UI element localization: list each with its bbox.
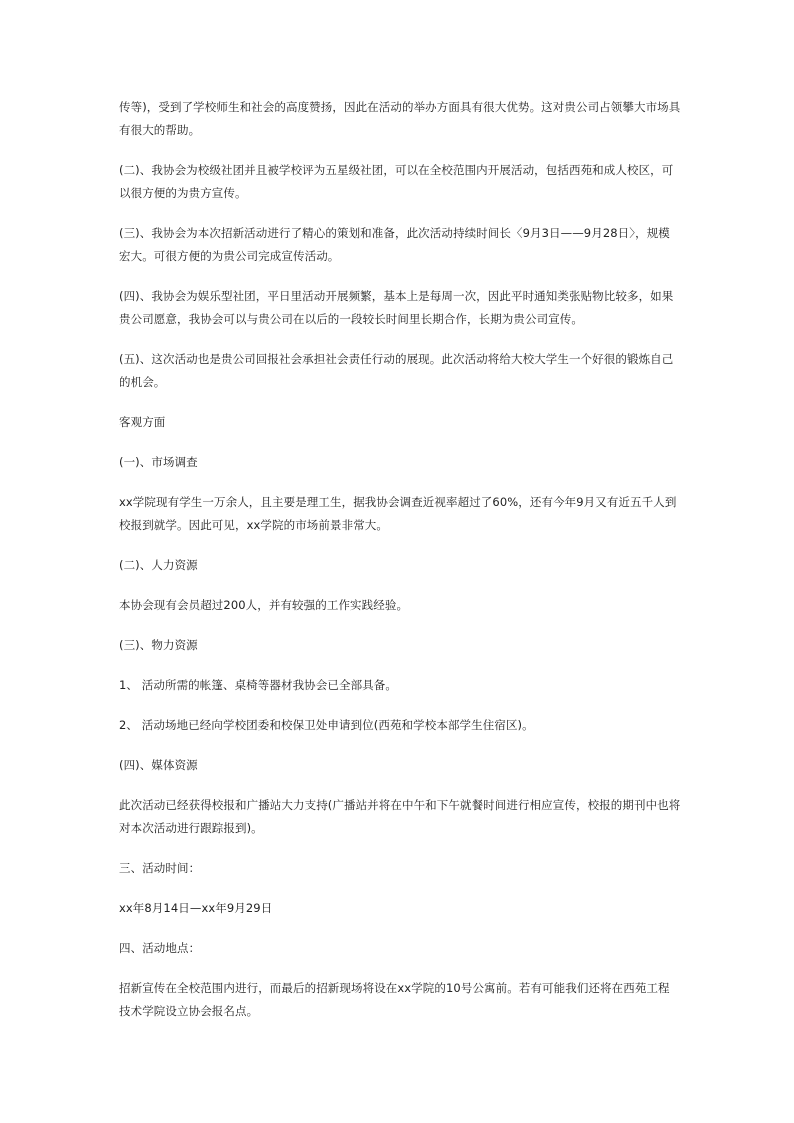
section-heading-objective: 客观方面 xyxy=(119,415,166,429)
paragraph-item-2: (二)、我协会为校级社团并且被学校评为五星级社团，可以在全校范围内开展活动，包括西苑和成人校区，可以很方便的为贵方宣传。 xyxy=(119,163,674,200)
subheading-human-resources: (二)、人力资源 xyxy=(119,558,198,572)
paragraph-human-resources: 本协会现有会员超过200人，并有较强的工作实践经验。 xyxy=(119,598,409,612)
document-body xyxy=(119,96,681,1040)
subheading-media-resources: (四)、媒体资源 xyxy=(119,758,198,772)
paragraph-media-resources: 此次活动已经获得校报和广播站大力支持(广播站并将在中午和下午就餐时间进行相应宣传，校报的期刊中也将对本次活动进行跟踪报到)。 xyxy=(119,798,681,835)
list-item-venue: 2、 活动场地已经向学校团委和校保卫处申请到位(西苑和学校本部学生住宿区)。 xyxy=(119,718,534,732)
list-item-equipment: 1、 活动所需的帐篷、桌椅等器材我协会已全部具备。 xyxy=(119,678,397,692)
paragraph-market-survey: xx学院现有学生一万余人，且主要是理工生，据我协会调查近视率超过了60%，还有今年9月又有近五千人到校报到就学。因此可见，xx学院的市场前景非常大。 xyxy=(119,495,677,532)
subheading-market-survey: (一)、市场调查 xyxy=(119,455,198,469)
paragraph-activity-location: 招新宣传在全校范围内进行，而最后的招新现场将设在xx学院的10号公寓前。若有可能我们还将在西苑工程技术学院设立协会报名点。 xyxy=(119,981,670,1018)
paragraph-item-5: (五)、这次活动也是贵公司回报社会承担社会责任行动的展现。此次活动将给大校大学生一个好很的锻炼自己的机会。 xyxy=(119,352,674,389)
subheading-material-resources: (三)、物力资源 xyxy=(119,638,198,652)
section-heading-time: 三、活动时间： xyxy=(119,861,201,875)
paragraph-item-4: (四)、我协会为娱乐型社团，平日里活动开展频繁，基本上是每周一次，因此平时通知类张贴物比较多，如果贵公司愿意，我协会可以与贵公司在以后的一段较长时间里长期合作，长期为贵公司宣传。 xyxy=(119,289,674,326)
paragraph-item-3: (三)、我协会为本次招新活动进行了精心的策划和准备，此次活动持续时间长〈9月3日——9月28日〉，规模宏大。可很方便的为贵公司完成宣传活动。 xyxy=(119,226,670,263)
section-heading-location: 四、活动地点： xyxy=(119,941,201,955)
paragraph-activity-time: xx年8月14日—xx年9月29日 xyxy=(119,901,273,915)
paragraph-advantage-continued: 传等)，受到了学校师生和社会的高度赞扬，因此在活动的举办方面具有很大优势。这对贵公司占领攀大市场具有很大的帮助。 xyxy=(119,100,681,137)
